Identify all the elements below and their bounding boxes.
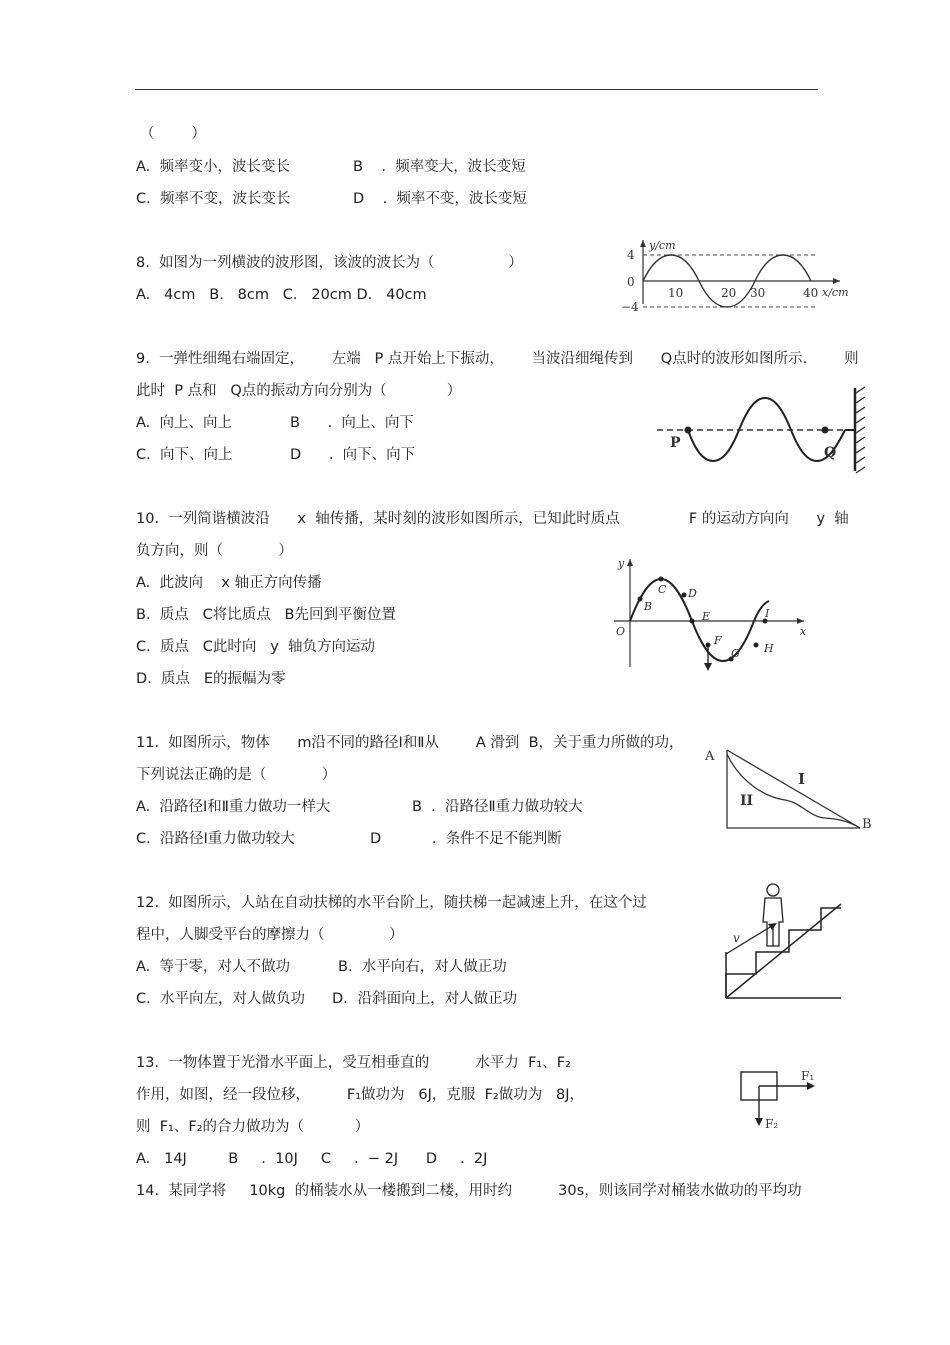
q10-option-b: B. 质点 C将比质点 B先回到平衡位置 (136, 607, 397, 623)
q10-wave-figure (604, 555, 814, 675)
q14-stem-line1: 14. 某同学将 10kg 的桶装水从一楼搬到二楼，用时约 30s，则该同学对桶装水做功的平均功 (136, 1183, 802, 1199)
q9-option-a: A. 向上、向上 (136, 415, 232, 431)
q10-point-g: G (731, 647, 740, 660)
q10-point-i: I (765, 607, 770, 620)
q11-label-b: B (862, 817, 872, 832)
q11-label-path1: I (798, 770, 806, 788)
q7-option-d: D . 频率不变，波长变短 (353, 191, 527, 207)
q8-x-tick-40: 40 (803, 286, 819, 300)
q7-option-a: A. 频率变小，波长变长 (136, 159, 290, 175)
q10-origin: O (616, 625, 626, 638)
q12-option-b: B. 水平向右，对人做正功 (338, 959, 507, 975)
q8-y-tick-4: 4 (627, 248, 635, 262)
q10-axis-x: x (800, 625, 807, 638)
q10-stem-line1: 10. 一列简谐横波沿 x 轴传播，某时刻的波形如图所示，已知此时质点 F 的运动方向向 y 轴 (136, 511, 849, 527)
q12-stem-line1: 12. 如图所示，人站在自动扶梯的水平台阶上，随扶梯一起减速上升，在这个过 (136, 895, 647, 911)
q13-label-f1: F₁ (801, 1069, 815, 1083)
q10-option-a: A. 此波向 x 轴正方向传播 (136, 575, 322, 591)
q9-stem-line2: 此时 P 点和 Q点的振动方向分别为（ ） (136, 383, 462, 399)
q13-stem-line2: 作用，如图，经一段位移， F₁做功为 6J，克服 F₂做功为 8J， (136, 1087, 585, 1103)
q8-x-tick-10: 10 (668, 286, 684, 300)
q12-label-v: v (733, 931, 740, 945)
person-icon (763, 884, 783, 946)
q10-point-h: H (764, 642, 774, 655)
q10-point-f: F (714, 634, 722, 647)
q11-label-path2: II (740, 793, 754, 809)
q9-option-c: C. 向下、向上 (136, 447, 233, 463)
q10-point-d: D (688, 587, 697, 600)
q8-options: A. 4cm B. 8cm C. 20cm D. 40cm (136, 287, 427, 303)
q8-x-unit: x/cm (822, 286, 849, 299)
q13-stem-line3: 则 F₁、F₂的合力做功为（ ） (136, 1119, 370, 1135)
q9-label-q: Q (824, 445, 837, 461)
q13-stem-line1: 13. 一物体置于光滑水平面上，受互相垂直的 水平力 F₁、F₂ (136, 1055, 571, 1071)
q7-option-c: C. 频率不变，波长变长 (136, 191, 291, 207)
q7-paren: （ ） (140, 126, 206, 142)
q12-option-a: A. 等于零，对人不做功 (136, 959, 290, 975)
q12-option-d: D．沿斜面向上，对人做正功 (332, 991, 518, 1007)
q11-option-a: A. 沿路径Ⅰ和Ⅱ重力做功一样大 (136, 799, 331, 815)
q11-path-figure (700, 742, 880, 834)
q8-wave-figure (615, 236, 860, 316)
q13-label-f2: F₂ (765, 1117, 779, 1131)
q11-option-c: C. 沿路径Ⅰ重力做功较大 (136, 831, 295, 847)
q9-option-b: B . 向上、向下 (290, 415, 414, 431)
q9-label-p: P (670, 435, 681, 451)
q10-option-c: C. 质点 C此时向 y 轴负方向运动 (136, 639, 376, 655)
q8-stem: 8. 如图为一列横波的波形图，该波的波长为（ ） (136, 255, 523, 271)
q10-option-d: D. 质点 E的振幅为零 (136, 671, 286, 687)
q8-y-tick-0: 0 (627, 275, 635, 289)
q12-option-c: C. 水平向左，对人做负功 (136, 991, 305, 1007)
q10-point-c: C (658, 583, 667, 596)
header-rule (135, 89, 818, 90)
q9-rope-figure (655, 385, 870, 473)
q11-label-a: A (705, 749, 715, 764)
q13-force-figure (735, 1064, 825, 1134)
q11-option-d: D . 条件不足不能判断 (370, 831, 562, 847)
q7-option-b: B . 频率变大，波长变短 (353, 159, 526, 175)
q8-y-unit: y/cm (649, 239, 676, 252)
q11-stem-line2: 下列说法正确的是（ ） (136, 767, 337, 783)
q10-stem-line2: 负方向，则（ ） (136, 543, 293, 559)
q11-stem-line1: 11. 如图所示，物体 m沿不同的路径Ⅰ和Ⅱ从 A 滑到 B，关于重力所做的功， (136, 735, 684, 751)
q8-x-tick-30: 30 (750, 286, 766, 300)
q12-stem-line2: 程中，人脚受平台的摩擦力（ ） (136, 927, 404, 943)
q11-option-b: B . 沿路径Ⅱ重力做功较大 (412, 799, 583, 815)
q8-y-tick-neg4: −4 (621, 300, 639, 314)
q8-x-tick-20: 20 (721, 286, 737, 300)
q10-point-b: B (644, 600, 653, 613)
q13-options: A. 14J B . 10J C . − 2J D . 2J (136, 1151, 488, 1167)
q10-point-e: E (702, 610, 711, 623)
q9-option-d: D . 向下、向下 (290, 447, 416, 463)
q10-axis-y: y (618, 557, 625, 570)
q12-escalator-figure (715, 876, 850, 1000)
q9-stem-line1: 9. 一弹性细绳右端固定， 左端 P 点开始上下振动， 当波沿细绳传到 Q点时的波形如图所示. 则 (136, 351, 859, 367)
